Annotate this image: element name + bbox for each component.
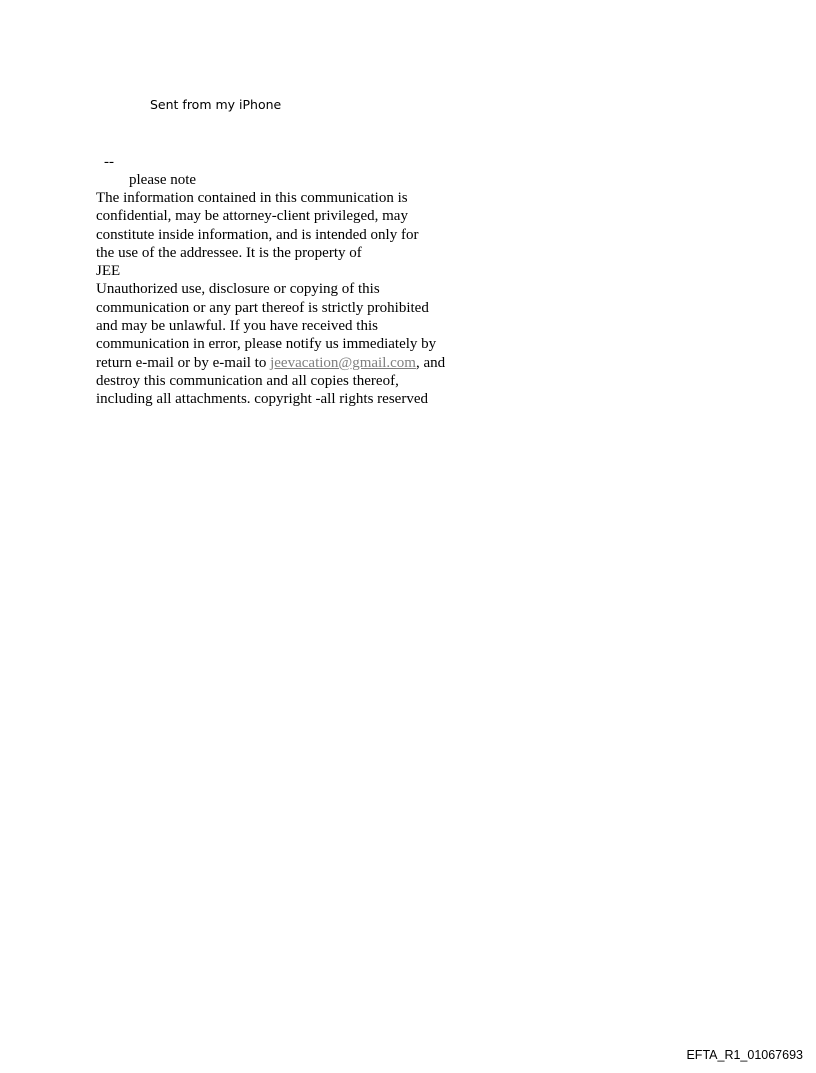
confidentiality-disclaimer [96,189,496,409]
disclaimer-line: the use of the addressee. It is the property of [96,244,362,261]
note-heading: please note [129,172,197,188]
disclaimer-line: constitute inside information, and is intended only for [96,226,419,243]
disclaimer-line: communication or any part thereof is strictly prohibited [96,299,429,316]
email-line [96,354,496,372]
email-link[interactable]: jeevacation@gmail.com [270,354,416,371]
disclaimer-line: including all attachments. copyright -all rights reserved [96,391,428,408]
sent-from-text: Sent from my iPhone [150,97,282,112]
email-line-suffix: , and [415,354,446,371]
email-line-prefix: return e-mail or by e-mail to [96,354,271,371]
disclaimer-line: and may be unlawful. If you have received this [96,318,378,335]
disclaimer-line: communication in error, please notify us immediately by [96,336,437,353]
document-id: EFTA_R1_01067693 [686,1048,803,1062]
property-owner: JEE [96,263,121,280]
signature-separator: -- [104,154,114,170]
disclaimer-line: Unauthorized use, disclosure or copying of this [96,281,380,298]
disclaimer-line: The information contained in this communication is [96,190,408,206]
disclaimer-line: confidential, may be attorney-client privileged, may [96,208,408,225]
disclaimer-line: destroy this communication and all copies thereof, [96,372,399,389]
